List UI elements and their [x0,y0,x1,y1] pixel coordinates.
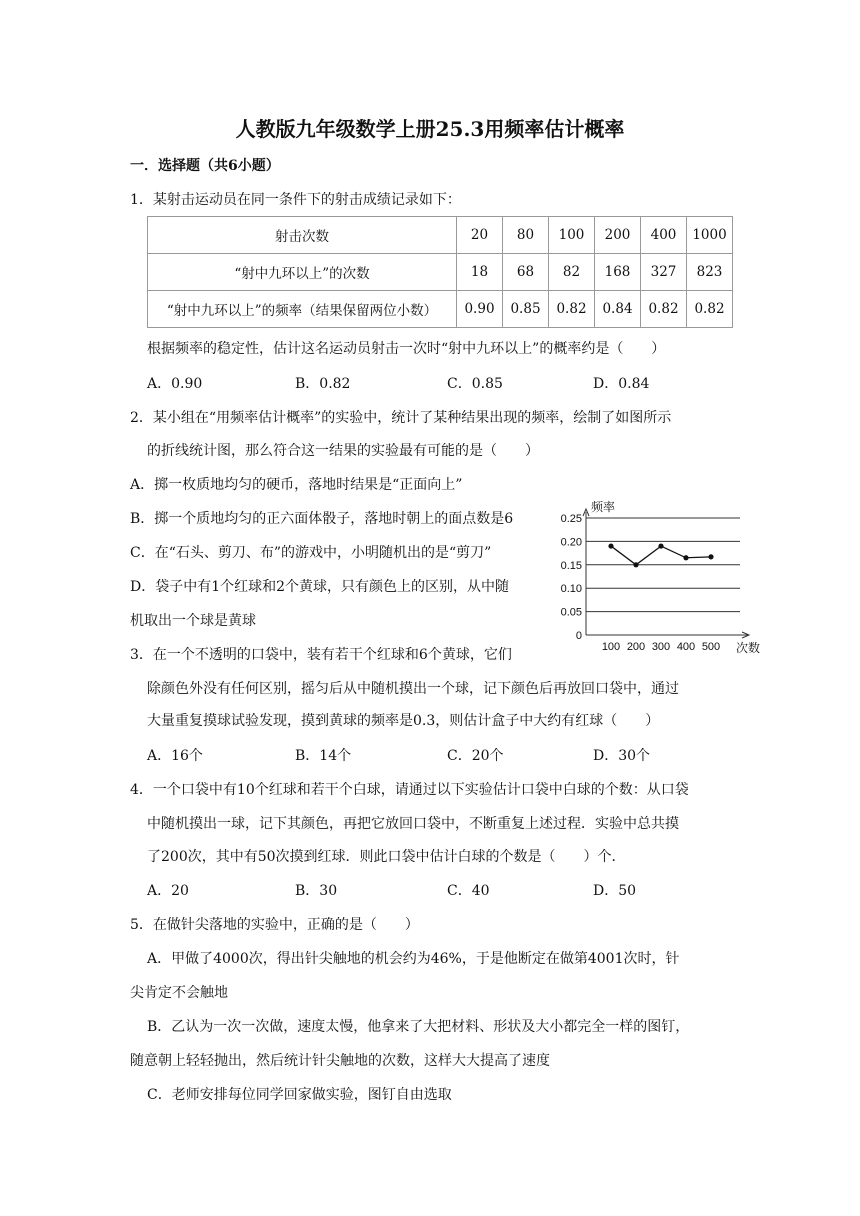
q2-option-b: B．掷一个质地均匀的正六面体骰子，落地时朝上的面点数是6 [130,511,514,527]
chart-axes [583,509,749,638]
chart-data-point [608,543,613,548]
frequency-line-chart [558,496,768,656]
q1-stem: 1．某射击运动员在同一条件下的射击成绩记录如下： [130,192,461,208]
page-title: 人教版九年级数学上册25.3用频率估计概率 [235,117,625,141]
q4-line2: 中随机摸出一球，记下其颜色，再把它放回口袋中，不断重复上述过程．实验中总共摸 [147,816,679,832]
chart-x-tick-label: 300 [651,641,671,653]
q1-option-d: D．0.84 [593,376,650,392]
chart-y-axis-label: 频率 [591,500,616,514]
q3-line1: 3．在一个不透明的口袋中，装有若干个红球和6个黄球，它们 [130,647,512,663]
chart-x-axis-label: 次数 [736,641,761,655]
table-cell: 射击次数 [148,217,457,254]
q2-option-c: C．在“石头、剪刀、布”的游戏中，小明随机出的是“剪刀” [130,545,492,561]
shooting-record-table [147,216,733,328]
q2-option-a: A．掷一枚质地均匀的硬币，落地时结果是“正面向上” [130,477,463,493]
q4-option-d: D．50 [593,883,637,899]
q5-option-a-line2: 尖肯定不会触地 [130,985,228,1001]
chart-x-tick-label: 400 [676,641,696,653]
section-heading: 一．选择题（共6小题） [130,158,280,174]
table-cell: “射中九环以上”的次数 [148,254,457,291]
table-row [148,217,733,254]
q1-option-b: B．0.82 [295,376,351,392]
chart-data-point [658,543,663,548]
chart-y-tick-labels [561,513,582,642]
chart-x-tick-labels [602,641,720,653]
q4-line3: 了200次，其中有50次摸到红球．则此口袋中估计白球的个数是（ ）个． [147,849,626,865]
chart-y-tick-label: 0.05 [560,606,582,619]
q5-option-c: C．老师安排每位同学回家做实验，图钉自由选取 [147,1087,452,1103]
table-cell: 0.82 [549,291,595,328]
q5-stem: 5．在做针尖落地的实验中，正确的是（ ） [130,917,419,933]
q4-option-a: A．20 [147,883,189,899]
q5-option-a-line1: A．甲做了4000次，得出针尖触地的机会约为46%，于是他断定在做第4001次时，针 [147,951,680,967]
chart-data-point [683,555,688,560]
q5-option-b-line2: 随意朝上轻轻抛出，然后统计针尖触地的次数，这样大大提高了速度 [130,1053,550,1069]
q4-option-b: B．30 [295,883,338,899]
q1-option-a: A．0.90 [147,376,203,392]
table-cell: 0.90 [457,291,503,328]
q3-option-a: A．16个 [147,748,203,764]
q3-line3: 大量重复摸球试验发现，摸到黄球的频率是0.3，则估计盒子中大约有红球（ ） [147,713,660,729]
table-cell: 168 [595,254,641,291]
chart-x-tick-label: 500 [701,641,721,653]
q2-option-d-line2: 机取出一个球是黄球 [130,613,256,629]
q3-option-c: C．20个 [447,748,504,764]
q2-line2: 的折线统计图，那么符合这一结果的实验最有可能的是（ ） [147,443,539,459]
table-cell: 0.84 [595,291,641,328]
table-cell: 0.82 [687,291,733,328]
chart-data-point [708,554,713,559]
q3-option-d: D．30个 [593,748,651,764]
table-cell: 80 [503,217,549,254]
chart-x-tick-label: 200 [626,641,646,653]
chart-y-tick-label: 0.20 [560,536,582,549]
q2-line1: 2．某小组在“用频率估计概率”的实验中，统计了某种结果出现的频率，绘制了如图所示 [130,410,672,426]
q3-option-b: B．14个 [295,748,352,764]
table-cell: 1000 [687,217,733,254]
table-cell: 82 [549,254,595,291]
q1-option-c: C．0.85 [447,376,503,392]
chart-series [608,543,713,567]
table-cell: “射中九环以上”的频率（结果保留两位小数） [148,291,457,328]
table-cell: 100 [549,217,595,254]
chart-y-tick-label: 0.15 [560,559,582,572]
chart-y-tick-label: 0 [575,630,582,642]
table-cell: 18 [457,254,503,291]
q2-option-d-line1: D．袋子中有1个红球和2个黄球，只有颜色上的区别，从中随 [130,579,510,595]
table-cell: 400 [641,217,687,254]
table-cell: 0.85 [503,291,549,328]
chart-grid [586,518,740,612]
q4-line1: 4．一个口袋中有10个红球和若干个白球，请通过以下实验估计口袋中白球的个数：从口袋 [130,782,689,798]
table-cell: 200 [595,217,641,254]
q3-line2: 除颜色外没有任何区别，摇匀后从中随机摸出一个球，记下颜色后再放回口袋中，通过 [147,681,679,697]
table-cell: 68 [503,254,549,291]
chart-y-tick-label: 0.25 [560,513,582,525]
table-cell: 0.82 [641,291,687,328]
q4-option-c: C．40 [447,883,490,899]
chart-x-tick-label: 100 [601,641,621,653]
table-cell: 327 [641,254,687,291]
chart-data-point [633,562,638,567]
chart-y-tick-label: 0.10 [560,583,582,596]
table-row [148,254,733,291]
table-row [148,291,733,328]
table-cell: 20 [457,217,503,254]
chart-series-line [611,546,711,565]
q5-option-b-line1: B．乙认为一次一次做，速度太慢，他拿来了大把材料、形状及大小都完全一样的图钉， [147,1019,690,1035]
table-cell: 823 [687,254,733,291]
q1-follow: 根据频率的稳定性，估计这名运动员射击一次时“射中九环以上”的概率约是（ ） [147,341,666,357]
